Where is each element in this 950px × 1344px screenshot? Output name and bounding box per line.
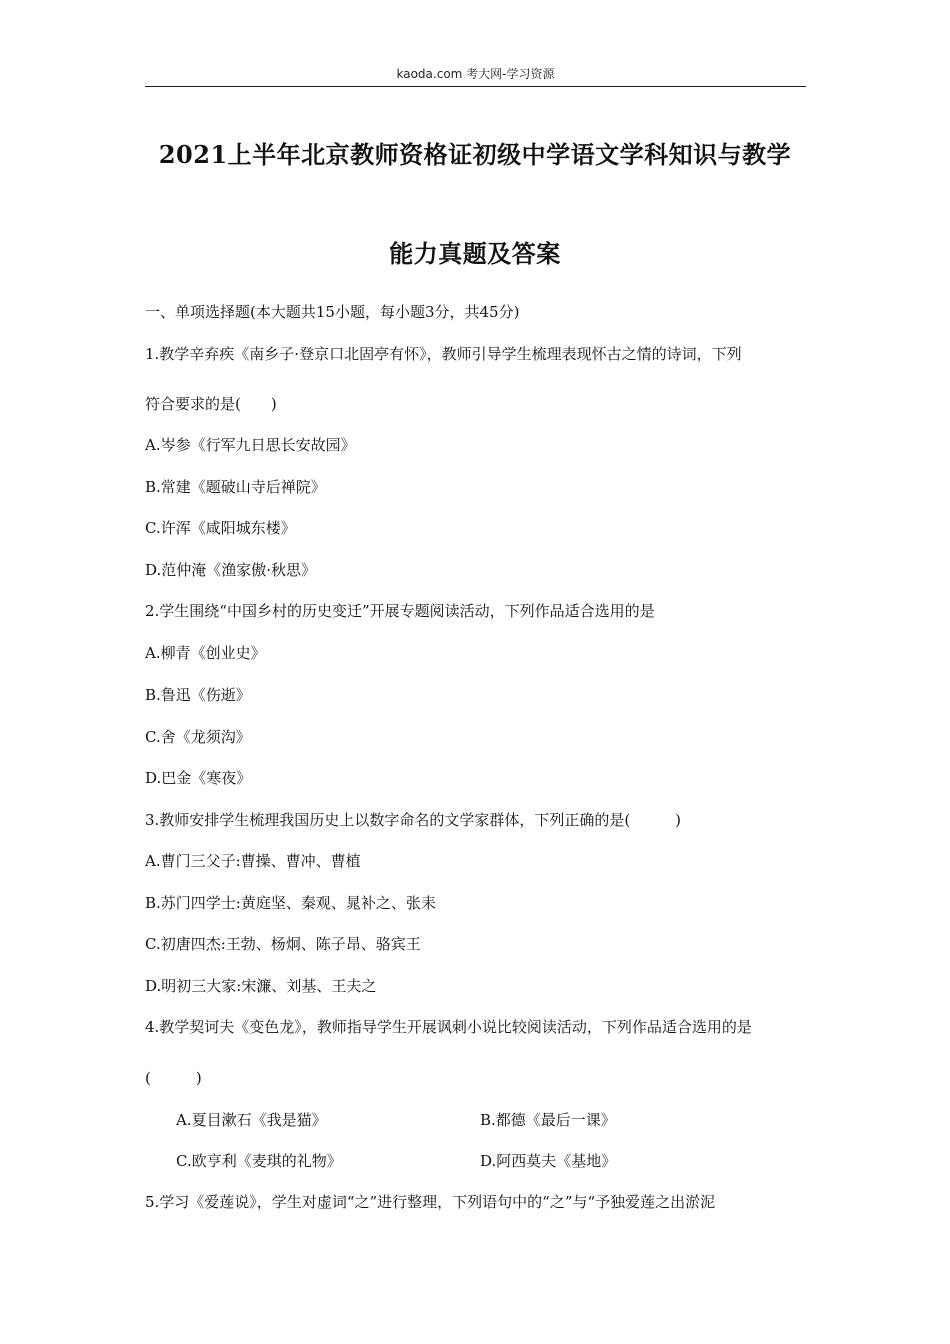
question-4-option-d: D.阿西莫夫《基地》 xyxy=(480,1152,617,1170)
question-3-option-b: B.苏门四学士:黄庭坚、秦观、晁补之、张耒 xyxy=(145,894,436,912)
header-site-text: kaoda.com 考大网-学习资源 xyxy=(396,67,555,81)
page-header xyxy=(145,64,806,87)
question-1-option-b: B.常建《题破山寺后禅院》 xyxy=(145,478,326,496)
question-1-stem-line-1: 1.教学辛弃疾《南乡子·登京口北固亭有怀》，教师引导学生梳理表现怀古之情的诗词，下列 xyxy=(145,345,742,363)
question-5-stem-line-1: 5.学习《爱莲说》，学生对虚词“之”进行整理，下列语句中的“之”与“予独爱莲之出淤泥 xyxy=(145,1193,716,1211)
question-2-option-b: B.鲁迅《伤逝》 xyxy=(145,686,251,704)
question-3-option-c: C.初唐四杰:王勃、杨炯、陈子昂、骆宾王 xyxy=(145,935,421,953)
document-title-line-1: 2021上半年北京教师资格证初级中学语文学科知识与教学 xyxy=(158,140,792,169)
document-title-line-2: 能力真题及答案 xyxy=(389,239,561,268)
question-4-option-c: C.欧亨利《麦琪的礼物》 xyxy=(176,1152,342,1170)
section-heading: 一、单项选择题(本大题共15小题，每小题3分，共45分) xyxy=(145,303,520,321)
question-1-option-d: D.范仲淹《渔家傲·秋思》 xyxy=(145,561,317,579)
question-2-stem-line-1: 2.学生围绕“中国乡村的历史变迁”开展专题阅读活动，下列作品适合选用的是 xyxy=(145,602,655,620)
question-1-option-c: C.许浑《咸阳城东楼》 xyxy=(145,519,296,537)
question-3-stem-line-1: 3.教师安排学生梳理我国历史上以数字命名的文学家群体，下列正确的是( ) xyxy=(145,811,682,829)
question-4-stem-line-2: ( ) xyxy=(145,1069,202,1087)
question-2-option-d: D.巴金《寒夜》 xyxy=(145,769,252,787)
question-3-option-a: A.曹门三父子:曹操、曹冲、曹植 xyxy=(145,852,361,870)
question-4-option-b: B.都德《最后一课》 xyxy=(480,1111,616,1129)
question-2-option-c: C.舍《龙须沟》 xyxy=(145,728,251,746)
question-4-stem-line-1: 4.教学契诃夫《变色龙》，教师指导学生开展讽刺小说比较阅读活动，下列作品适合选用的是 xyxy=(145,1018,752,1036)
question-1-option-a: A.岑参《行军九日思长安故园》 xyxy=(145,436,356,454)
question-4-option-a: A.夏目漱石《我是猫》 xyxy=(176,1111,327,1129)
question-3-option-d: D.明初三大家:宋濂、刘基、王夫之 xyxy=(145,977,377,995)
question-2-option-a: A.柳青《创业史》 xyxy=(145,644,266,662)
question-1-stem-line-2: 符合要求的是( ) xyxy=(145,395,277,413)
